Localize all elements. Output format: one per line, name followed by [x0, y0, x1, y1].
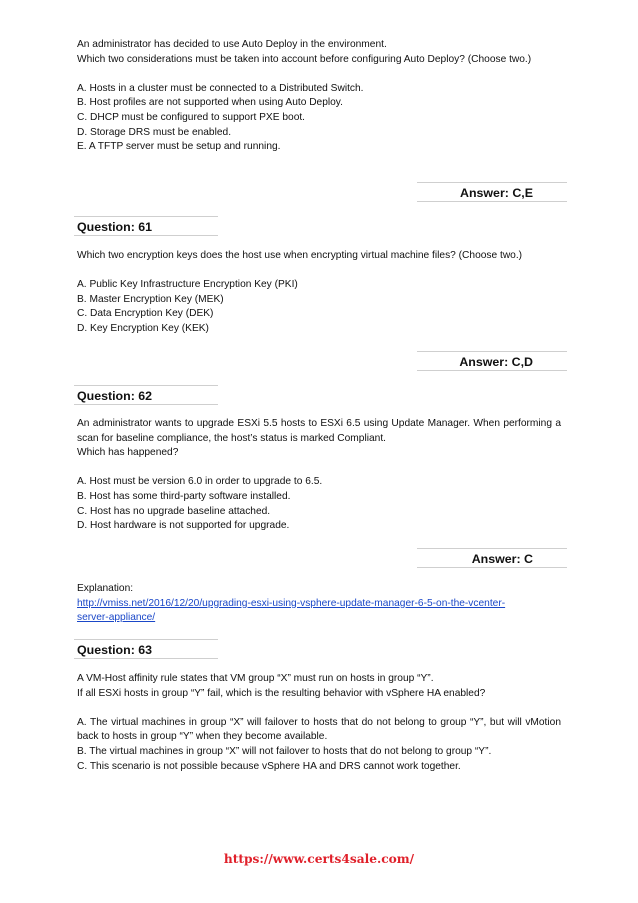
option-b: B. Master Encryption Key (MEK)	[77, 293, 224, 305]
question-text: An administrator has decided to use Auto Deploy in the environment.	[77, 39, 387, 50]
option-b: B. The virtual machines in group “X” will not failover to hosts that do not belong to group “Y”.	[77, 745, 492, 757]
option-c: C. Data Encryption Key (DEK)	[77, 308, 214, 320]
answer-box: Answer: C	[417, 548, 567, 568]
question-text: Which two considerations must be taken into account before configuring Auto Deploy? (Choose two.)	[77, 53, 532, 65]
question-title: Question: 62	[74, 385, 218, 405]
answer-box: Answer: C,D	[417, 351, 567, 371]
question-text: Which two encryption keys does the host use when encrypting virtual machine files? (Choose two.)	[77, 250, 523, 261]
option-d: D. Key Encryption Key (KEK)	[77, 322, 209, 334]
explanation-link[interactable]: server-appliance/	[77, 612, 156, 624]
question-60	[77, 38, 561, 155]
option-c: C. DHCP must be configured to support PXE boot.	[77, 111, 306, 123]
question-62	[77, 417, 561, 534]
question-text: Which has happened?	[77, 447, 179, 459]
explanation-link[interactable]: http://vmiss.net/2016/12/20/upgrading-esxi-using-vsphere-update-manager-6-5-on-the-vcenter-	[77, 597, 506, 609]
question-63	[77, 672, 561, 774]
footer-url[interactable]: https://www.certs4sale.com/	[223, 852, 415, 866]
option-a: A. Host must be version 6.0 in order to upgrade to 6.5.	[77, 476, 323, 488]
option-a: A. Public Key Infrastructure Encryption Key (PKI)	[77, 279, 298, 291]
question-text: An administrator wants to upgrade ESXi 5.5 hosts to ESXi 6.5 using Update Manager. When performing a scan for baseline compliance, the host’s status is marked Compliant.	[77, 418, 561, 444]
question-title: Question: 61	[74, 216, 218, 236]
explanation-label: Explanation:	[77, 583, 134, 594]
option-a: A. Hosts in a cluster must be connected to a Distributed Switch.	[77, 82, 364, 94]
option-e: E. A TFTP server must be setup and running.	[77, 141, 281, 153]
answer-box: Answer: C,E	[417, 182, 567, 202]
option-c: C. This scenario is not possible because vSphere HA and DRS cannot work together.	[77, 760, 461, 772]
option-b: B. Host has some third-party software installed.	[77, 490, 291, 502]
option-d: D. Host hardware is not supported for upgrade.	[77, 520, 290, 532]
option-b: B. Host profiles are not supported when using Auto Deploy.	[77, 97, 343, 109]
question-title: Question: 63	[74, 639, 218, 659]
option-d: D. Storage DRS must be enabled.	[77, 126, 232, 138]
option-a: A. The virtual machines in group “X” will failover to hosts that do not belong to group “Y”, but will vMotion back to hosts in group “Y” when they become available.	[77, 716, 561, 743]
question-text: A VM-Host affinity rule states that VM group “X” must run on hosts in group “Y”.	[77, 673, 434, 684]
option-c: C. Host has no upgrade baseline attached.	[77, 505, 271, 517]
question-61	[77, 249, 561, 337]
explanation	[77, 582, 561, 626]
question-text: If all ESXi hosts in group “Y” fail, which is the resulting behavior with vSphere HA enabled?	[77, 687, 486, 699]
